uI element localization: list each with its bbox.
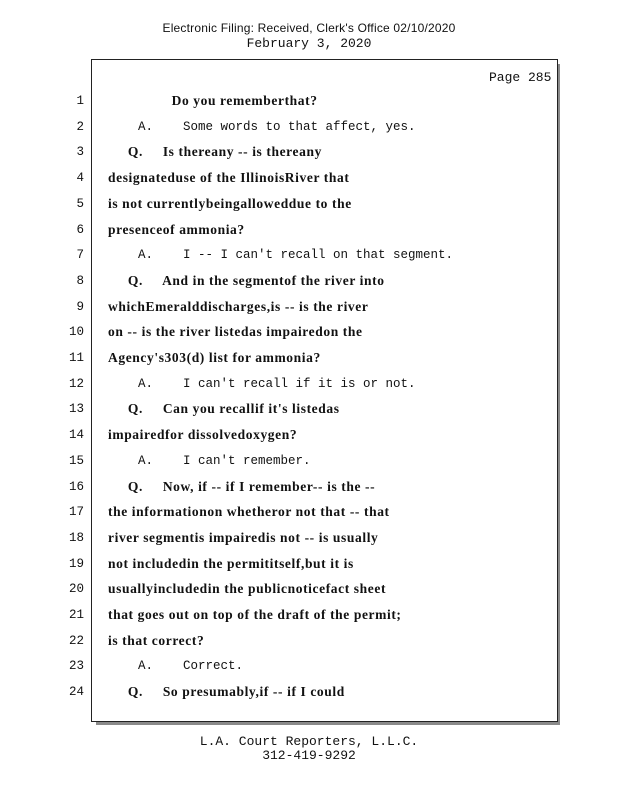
- transcript-line: [0, 168, 618, 192]
- line-number: 7: [76, 248, 84, 263]
- transcript-line: [0, 220, 618, 244]
- line-text: Q. And in the segmentof the river into: [108, 272, 385, 288]
- line-text: impairedfor dissolvedoxygen?: [108, 427, 298, 443]
- line-text: usuallyincludedin the publicnoticefact sheet: [108, 581, 387, 597]
- line-number: 21: [68, 608, 84, 622]
- transcript-line: [0, 399, 618, 423]
- line-number: 3: [76, 145, 84, 160]
- line-number: 9: [76, 299, 84, 314]
- transcript-line: [0, 579, 618, 603]
- line-text: that goes out on top of the draft of the permit;: [108, 607, 402, 622]
- transcript-line: [0, 502, 618, 526]
- line-text: A. I can't recall if it is or not.: [108, 376, 416, 391]
- line-text: Q. So presumably,if -- if I could: [108, 684, 345, 700]
- line-text: A. Correct.: [108, 659, 244, 674]
- line-text: designateduse of the IllinoisRiver that: [108, 170, 350, 186]
- line-text: A. I can't remember.: [108, 453, 311, 468]
- transcript-line: [0, 451, 618, 475]
- line-number: 13: [68, 402, 84, 417]
- line-number: 15: [68, 453, 84, 468]
- line-text: Do you rememberthat?: [108, 93, 318, 108]
- line-text: presenceof ammonia?: [108, 221, 245, 237]
- line-number: 11: [68, 351, 84, 365]
- transcript-line: [0, 348, 618, 372]
- line-number: 10: [68, 325, 84, 340]
- line-text: whichEmeralddischarges,is -- is the river: [108, 298, 369, 314]
- line-number: 16: [68, 479, 84, 494]
- transcript-line: [0, 554, 618, 578]
- line-number: 19: [68, 556, 84, 571]
- page-number: Page 285: [489, 70, 552, 85]
- line-number: 18: [68, 530, 84, 545]
- line-number: 1: [76, 94, 84, 108]
- line-number: 2: [76, 119, 84, 134]
- line-text: Q. Is thereany -- is thereany: [108, 144, 322, 160]
- line-text: not includedin the permititself,but it is: [108, 555, 354, 571]
- transcript-line: [0, 91, 618, 115]
- transcript-line: [0, 297, 618, 321]
- line-text: A. Some words to that affect, yes.: [108, 119, 416, 134]
- transcript-line: [0, 374, 618, 398]
- line-number: 4: [76, 171, 84, 186]
- line-text: Q. Now, if -- if I remember-- is the --: [108, 478, 376, 494]
- line-text: is not currentlybeingalloweddue to the: [108, 195, 352, 211]
- line-number: 23: [68, 659, 84, 674]
- transcript-line: [0, 194, 618, 218]
- transcript-line: [0, 142, 618, 166]
- transcript-line: [0, 322, 618, 346]
- line-number: 17: [68, 505, 84, 520]
- line-text: river segmentis impairedis not -- is usually: [108, 529, 379, 545]
- transcript-line: [0, 656, 618, 680]
- line-number: 22: [68, 633, 84, 648]
- transcript-line: [0, 271, 618, 295]
- line-text: is that correct?: [108, 632, 205, 648]
- line-text: on -- is the river listedas impairedon the: [108, 324, 363, 340]
- transcript-line: [0, 528, 618, 552]
- line-text: Agency's303(d) list for ammonia?: [108, 350, 321, 365]
- line-number: 24: [68, 685, 84, 700]
- transcript-line: [0, 682, 618, 706]
- transcript-line: [0, 631, 618, 655]
- line-number: 12: [68, 376, 84, 391]
- footer-phone: 312-419-9292: [262, 748, 356, 763]
- filing-stamp: Electronic Filing: Received, Clerk's Office 02/10/2020: [162, 21, 456, 35]
- line-number: 5: [76, 196, 84, 211]
- transcript-line: [0, 117, 618, 141]
- line-number: 14: [68, 428, 84, 443]
- footer-company: L.A. Court Reporters, L.L.C.: [199, 734, 419, 749]
- line-text: A. I -- I can't recall on that segment.: [108, 248, 454, 263]
- transcript-line: [0, 245, 618, 269]
- line-number: 8: [76, 273, 84, 288]
- transcript-date: February 3, 2020: [246, 36, 372, 51]
- line-text: Q. Can you recallif it's listedas: [108, 401, 340, 417]
- transcript-line: [0, 477, 618, 501]
- transcript-line: [0, 605, 618, 629]
- transcript-line: [0, 425, 618, 449]
- line-number: 20: [68, 582, 84, 597]
- line-number: 6: [76, 222, 84, 237]
- line-text: the informationon whetheror not that -- that: [108, 504, 390, 520]
